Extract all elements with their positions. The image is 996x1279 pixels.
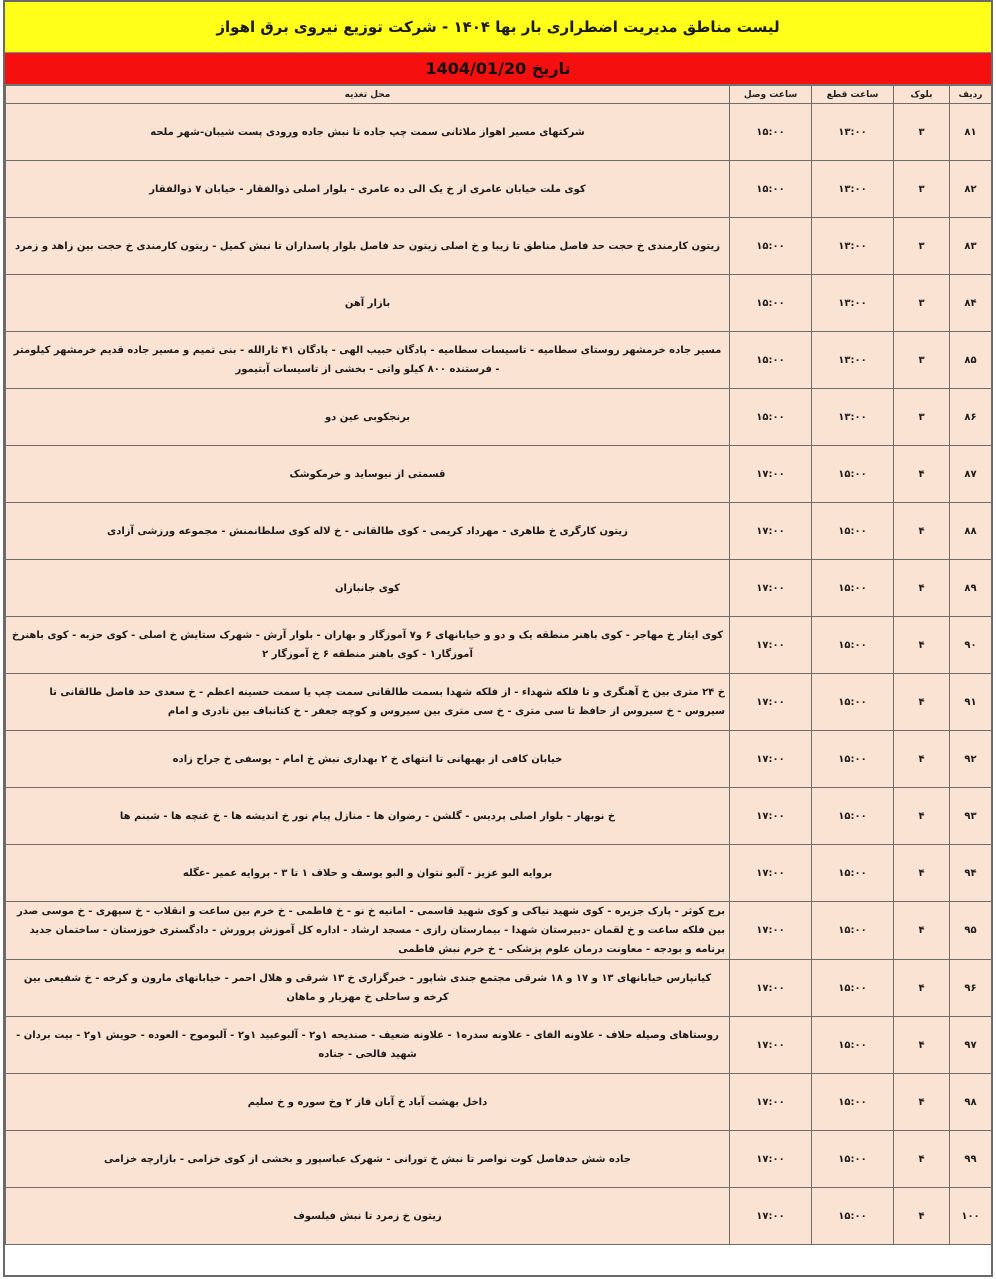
table-row [6,1074,992,1131]
location-cell: کوی ملت خیابان عامری از خ یک الی ده عامری - بلوار اصلی ذوالفقار - خیابان ۷ ذوالفقار [6,161,730,218]
connect-time-cell: ۱۷:۰۰ [730,1017,812,1074]
table-row [6,1131,992,1188]
block-cell: ۴ [894,1188,950,1245]
row-number-cell: ۹۰ [950,617,992,674]
location-cell: روستاهای وصیله حلاف - علاونه الفای - علاونه سدره۱ - علاونه ضعیف - صندیحه ۱و۲ - آلبوعبید ۱و۲ - آلبوموح - العوده - حویش ۱و۲ - بیت بردان - شهید فالحی - جناده [6,1017,730,1074]
cut-time-cell: ۱۳:۰۰ [812,389,894,446]
cut-time-cell: ۱۵:۰۰ [812,1188,894,1245]
row-number-cell: ۸۹ [950,560,992,617]
block-cell: ۴ [894,1131,950,1188]
table-row [6,218,992,275]
table-row [6,1188,992,1245]
block-cell: ۴ [894,1074,950,1131]
col-header-row: ردیف [950,86,992,104]
location-cell: جاده شش حدفاصل کوت نواصر تا نبش خ تورانی - شهرک عباسپور و بخشی از کوی خزامی - بازارچه خزامی [6,1131,730,1188]
cut-time-cell: ۱۵:۰۰ [812,731,894,788]
col-header-connect: ساعت وصل [730,86,812,104]
table-row [6,275,992,332]
block-cell: ۳ [894,275,950,332]
location-cell: بروایه البو عزیز - آلبو نتوان و البو یوسف و حلاف ۱ تا ۳ - بروایه عمیر -عگله [6,845,730,902]
block-cell: ۴ [894,960,950,1017]
table-row [6,617,992,674]
connect-time-cell: ۱۷:۰۰ [730,788,812,845]
table-row [6,104,992,161]
table-row [6,731,992,788]
location-cell: برج کوثر - پارک جزیره - کوی شهید نیاکی و کوی شهید قاسمی - امانیه خ نو - خ فاطمی - خ خرم بین ساعت و انقلاب - خ سپهری - خ موسی صدر بین فلکه ساعت و خ لقمان -دبیرستان شهدا - بیمارستان رازی - مسجد ارشاد - اداره کل آموزش پرورش - دادگستری خوزستان - ساختمان جدید برنامه و بودجه - معاونت درمان علوم پزشکی - خ خرم نبش فاطمی [6,902,730,960]
date-banner: تاریخ 1404/01/20 [5,53,991,85]
block-cell: ۴ [894,446,950,503]
col-header-block: بلوک [894,86,950,104]
table-row [6,960,992,1017]
table-row [6,446,992,503]
location-cell: کیانپارس خیابانهای ۱۳ و ۱۷ و ۱۸ شرقی مجتمع جندی شاپور - خبرگزاری خ ۱۳ شرقی و هلال احمر - خیابانهای مارون و کرخه - خ شفیعی بین کرخه و ساحلی خ مهزیار و ماهان [6,960,730,1017]
table-row [6,674,992,731]
connect-time-cell: ۱۵:۰۰ [730,161,812,218]
connect-time-cell: ۱۷:۰۰ [730,902,812,960]
location-cell: خ ۲۴ متری بین خ آهنگری و تا فلکه شهداء - از فلکه شهدا بسمت طالقانی سمت چپ یا سمت حسینه اعظم - خ سعدی حد فاصل طالقانی تا سیروس - خ سیروس از حافظ تا سی متری - خ سی متری بین سیروس و کوچه جعفر - خ کتانباف بین نادری و امام [6,674,730,731]
connect-time-cell: ۱۵:۰۰ [730,275,812,332]
block-cell: ۳ [894,218,950,275]
connect-time-cell: ۱۷:۰۰ [730,503,812,560]
cut-time-cell: ۱۵:۰۰ [812,617,894,674]
block-cell: ۳ [894,389,950,446]
cut-time-cell: ۱۵:۰۰ [812,674,894,731]
cut-time-cell: ۱۵:۰۰ [812,960,894,1017]
row-number-cell: ۸۲ [950,161,992,218]
block-cell: ۴ [894,617,950,674]
cut-time-cell: ۱۵:۰۰ [812,446,894,503]
location-cell: کوی جانبازان [6,560,730,617]
row-number-cell: ۹۷ [950,1017,992,1074]
table-row [6,503,992,560]
location-cell: مسیر جاده خرمشهر روستای سطامیه - تاسیسات سطامیه - پادگان حبیب الهی - پادگان ۴۱ ثارالله - بنی تمیم و مسیر جاده قدیم خرمشهر کیلومتر - فرستنده ۸۰۰ کیلو واتی - بخشی از تاسیسات آبتیمور [6,332,730,389]
outage-schedule-table [5,85,992,1245]
location-cell: خیابان کافی از بهبهانی تا انتهای خ ۲ بهداری نبش خ امام - یوسفی خ جراح زاده [6,731,730,788]
cut-time-cell: ۱۵:۰۰ [812,845,894,902]
cut-time-cell: ۱۳:۰۰ [812,104,894,161]
block-cell: ۴ [894,503,950,560]
block-cell: ۴ [894,788,950,845]
cut-time-cell: ۱۳:۰۰ [812,161,894,218]
connect-time-cell: ۱۷:۰۰ [730,1074,812,1131]
block-cell: ۴ [894,1017,950,1074]
table-header-row [6,86,992,104]
connect-time-cell: ۱۷:۰۰ [730,674,812,731]
cut-time-cell: ۱۵:۰۰ [812,1074,894,1131]
block-cell: ۴ [894,902,950,960]
connect-time-cell: ۱۷:۰۰ [730,960,812,1017]
row-number-cell: ۹۶ [950,960,992,1017]
location-cell: زیتون کارگری خ طاهری - مهرداد کریمی - کوی طالقانی - خ لاله کوی سلطانمنش - مجموعه ورزشی آزادی [6,503,730,560]
cut-time-cell: ۱۵:۰۰ [812,902,894,960]
table-row [6,161,992,218]
connect-time-cell: ۱۵:۰۰ [730,104,812,161]
location-cell: بازار آهن [6,275,730,332]
table-row [6,845,992,902]
connect-time-cell: ۱۷:۰۰ [730,617,812,674]
row-number-cell: ۹۲ [950,731,992,788]
table-row [6,902,992,960]
table-row [6,332,992,389]
row-number-cell: ۹۹ [950,1131,992,1188]
connect-time-cell: ۱۷:۰۰ [730,560,812,617]
row-number-cell: ۹۱ [950,674,992,731]
table-row [6,1017,992,1074]
location-cell: زیتون کارمندی خ حجت حد فاصل مناطق تا زیبا و خ اصلی زیتون حد فاصل بلوار پاسداران تا نبش کمیل - زیتون کارمندی خ حجت بین زاهد و زمرد [6,218,730,275]
connect-time-cell: ۱۷:۰۰ [730,1131,812,1188]
location-cell: قسمتی از نیوساید و خرمکوشک [6,446,730,503]
row-number-cell: ۸۶ [950,389,992,446]
row-number-cell: ۸۸ [950,503,992,560]
location-cell: کوی ایثار خ مهاجر - کوی باهنر منطقه یک و دو و خیابانهای ۶ و۷ آموزگار و بهاران - بلوار آرش - شهرک ستایش خ اصلی - کوی حزبه - کوی باهنرخ آموزگار۱ - کوی باهنر منطقه ۶ خ آموزگار ۲ [6,617,730,674]
row-number-cell: ۹۴ [950,845,992,902]
row-number-cell: ۸۴ [950,275,992,332]
cut-time-cell: ۱۵:۰۰ [812,1131,894,1188]
connect-time-cell: ۱۷:۰۰ [730,446,812,503]
row-number-cell: ۹۸ [950,1074,992,1131]
block-cell: ۳ [894,104,950,161]
connect-time-cell: ۱۷:۰۰ [730,731,812,788]
cut-time-cell: ۱۳:۰۰ [812,275,894,332]
location-cell: داخل بهشت آباد خ آبان فاز ۲ وخ سوره و خ سلیم [6,1074,730,1131]
block-cell: ۴ [894,731,950,788]
cut-time-cell: ۱۳:۰۰ [812,218,894,275]
row-number-cell: ۸۳ [950,218,992,275]
row-number-cell: ۸۱ [950,104,992,161]
table-row [6,389,992,446]
block-cell: ۳ [894,332,950,389]
location-cell: برنجکوبی عین دو [6,389,730,446]
col-header-location: محل تغذیه [6,86,730,104]
block-cell: ۴ [894,845,950,902]
table-row [6,560,992,617]
row-number-cell: ۹۵ [950,902,992,960]
cut-time-cell: ۱۵:۰۰ [812,788,894,845]
block-cell: ۳ [894,161,950,218]
connect-time-cell: ۱۵:۰۰ [730,218,812,275]
row-number-cell: ۸۷ [950,446,992,503]
cut-time-cell: ۱۵:۰۰ [812,560,894,617]
page-title: لیست مناطق مدیریت اضطراری بار بها ۱۴۰۴ - شرکت توزیع نیروی برق اهواز [5,2,991,53]
row-number-cell: ۱۰۰ [950,1188,992,1245]
schedule-sheet [3,0,993,1277]
location-cell: شرکتهای مسیر اهواز ملاثانی سمت چپ جاده تا نبش جاده ورودی پست شیبان-شهر ملحه [6,104,730,161]
col-header-cut: ساعت قطع [812,86,894,104]
block-cell: ۴ [894,560,950,617]
connect-time-cell: ۱۷:۰۰ [730,845,812,902]
cut-time-cell: ۱۵:۰۰ [812,503,894,560]
cut-time-cell: ۱۳:۰۰ [812,332,894,389]
table-row [6,788,992,845]
row-number-cell: ۹۳ [950,788,992,845]
connect-time-cell: ۱۷:۰۰ [730,1188,812,1245]
block-cell: ۴ [894,674,950,731]
row-number-cell: ۸۵ [950,332,992,389]
location-cell: خ نوبهار - بلوار اصلی پردیس - گلشن - رضوان ها - منازل پیام نور خ اندیشه ها - خ غنچه ها - شبنم ها [6,788,730,845]
connect-time-cell: ۱۵:۰۰ [730,389,812,446]
connect-time-cell: ۱۵:۰۰ [730,332,812,389]
location-cell: زیتون خ زمرد تا نبش فیلسوف [6,1188,730,1245]
cut-time-cell: ۱۵:۰۰ [812,1017,894,1074]
